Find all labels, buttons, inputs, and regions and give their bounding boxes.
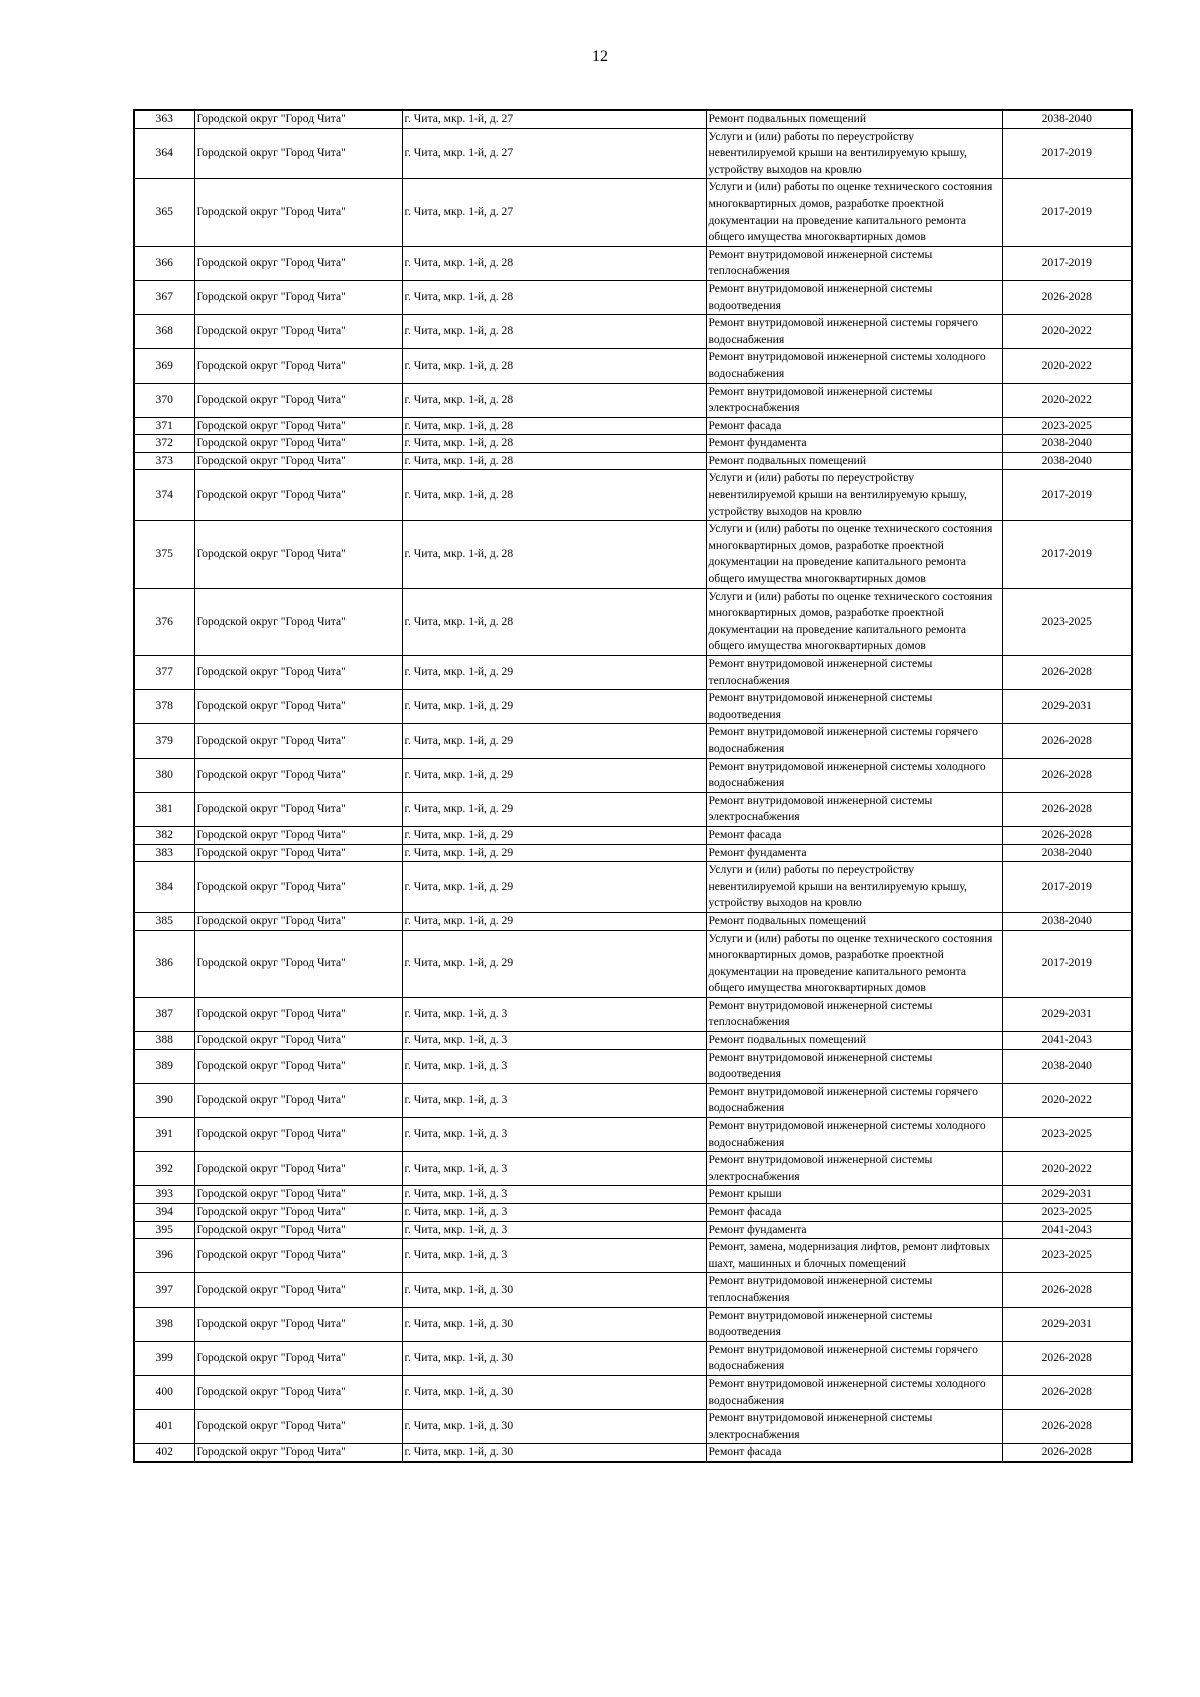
work-type-cell: Ремонт внутридомовой инженерной системы водоотведения — [706, 280, 1002, 314]
address-cell: г. Чита, мкр. 1-й, д. 28 — [402, 452, 706, 470]
address-cell: г. Чита, мкр. 1-й, д. 29 — [402, 912, 706, 930]
work-type-cell: Ремонт внутридомовой инженерной системы теплоснабжения — [706, 997, 1002, 1031]
table-body — [134, 110, 1132, 1462]
work-type-cell: Ремонт внутридомовой инженерной системы горячего водоснабжения — [706, 724, 1002, 758]
work-type-cell: Ремонт фасада — [706, 417, 1002, 435]
address-cell: г. Чита, мкр. 1-й, д. 27 — [402, 110, 706, 128]
municipality-cell: Городской округ "Город Чита" — [194, 452, 402, 470]
period-cell: 2038-2040 — [1002, 452, 1132, 470]
work-type-cell: Услуги и (или) работы по оценке технического состояния многоквартирных домов, разработке проектной документации на проведение капитального ремонта общего имущества многоквартирных домов — [706, 521, 1002, 588]
municipality-cell: Городской округ "Город Чита" — [194, 470, 402, 521]
municipality-cell: Городской округ "Город Чита" — [194, 826, 402, 844]
address-cell: г. Чита, мкр. 1-й, д. 27 — [402, 128, 706, 179]
period-cell: 2020-2022 — [1002, 349, 1132, 383]
row-number-cell: 382 — [134, 826, 194, 844]
municipality-cell: Городской округ "Город Чита" — [194, 1186, 402, 1204]
row-number-cell: 379 — [134, 724, 194, 758]
table-row — [134, 1444, 1132, 1462]
work-type-cell: Ремонт фундамента — [706, 844, 1002, 862]
period-cell: 2017-2019 — [1002, 930, 1132, 997]
address-cell: г. Чита, мкр. 1-й, д. 29 — [402, 930, 706, 997]
table-row — [134, 724, 1132, 758]
address-cell: г. Чита, мкр. 1-й, д. 3 — [402, 1204, 706, 1222]
work-type-cell: Ремонт подвальных помещений — [706, 452, 1002, 470]
address-cell: г. Чита, мкр. 1-й, д. 28 — [402, 246, 706, 280]
work-type-cell: Ремонт подвальных помещений — [706, 110, 1002, 128]
row-number-cell: 377 — [134, 656, 194, 690]
work-type-cell: Ремонт внутридомовой инженерной системы холодного водоснабжения — [706, 1118, 1002, 1152]
table-row — [134, 997, 1132, 1031]
row-number-cell: 363 — [134, 110, 194, 128]
address-cell: г. Чита, мкр. 1-й, д. 29 — [402, 690, 706, 724]
municipality-cell: Городской округ "Город Чита" — [194, 844, 402, 862]
table-row — [134, 246, 1132, 280]
row-number-cell: 384 — [134, 862, 194, 913]
period-cell: 2023-2025 — [1002, 1204, 1132, 1222]
address-cell: г. Чита, мкр. 1-й, д. 27 — [402, 179, 706, 246]
row-number-cell: 402 — [134, 1444, 194, 1462]
address-cell: г. Чита, мкр. 1-й, д. 29 — [402, 758, 706, 792]
row-number-cell: 380 — [134, 758, 194, 792]
table-row — [134, 521, 1132, 588]
period-cell: 2026-2028 — [1002, 826, 1132, 844]
table-row — [134, 1186, 1132, 1204]
table-row — [134, 844, 1132, 862]
row-number-cell: 396 — [134, 1239, 194, 1273]
period-cell: 2038-2040 — [1002, 435, 1132, 453]
row-number-cell: 385 — [134, 912, 194, 930]
municipality-cell: Городской округ "Город Чита" — [194, 521, 402, 588]
table-row — [134, 110, 1132, 128]
address-cell: г. Чита, мкр. 1-й, д. 3 — [402, 1152, 706, 1186]
table-row — [134, 656, 1132, 690]
work-type-cell: Услуги и (или) работы по переустройству невентилируемой крыши на вентилируемую крышу, устройству выходов на кровлю — [706, 862, 1002, 913]
table-row — [134, 1375, 1132, 1409]
work-type-cell: Ремонт внутридомовой инженерной системы горячего водоснабжения — [706, 315, 1002, 349]
municipality-cell: Городской округ "Город Чита" — [194, 792, 402, 826]
work-type-cell: Услуги и (или) работы по оценке технического состояния многоквартирных домов, разработке проектной документации на проведение капитального ремонта общего имущества многоквартирных домов — [706, 930, 1002, 997]
table-row — [134, 452, 1132, 470]
municipality-cell: Городской округ "Город Чита" — [194, 349, 402, 383]
address-cell: г. Чита, мкр. 1-й, д. 3 — [402, 1032, 706, 1050]
work-type-cell: Ремонт внутридомовой инженерной системы теплоснабжения — [706, 246, 1002, 280]
period-cell: 2026-2028 — [1002, 724, 1132, 758]
work-type-cell: Ремонт внутридомовой инженерной системы теплоснабжения — [706, 1273, 1002, 1307]
municipality-cell: Городской округ "Город Чита" — [194, 128, 402, 179]
address-cell: г. Чита, мкр. 1-й, д. 28 — [402, 417, 706, 435]
municipality-cell: Городской округ "Город Чита" — [194, 417, 402, 435]
period-cell: 2041-2043 — [1002, 1221, 1132, 1239]
period-cell: 2038-2040 — [1002, 1049, 1132, 1083]
work-type-cell: Ремонт внутридомовой инженерной системы теплоснабжения — [706, 656, 1002, 690]
period-cell: 2038-2040 — [1002, 912, 1132, 930]
table-row — [134, 1273, 1132, 1307]
work-type-cell: Ремонт подвальных помещений — [706, 1032, 1002, 1050]
period-cell: 2017-2019 — [1002, 521, 1132, 588]
period-cell: 2020-2022 — [1002, 1083, 1132, 1117]
address-cell: г. Чита, мкр. 1-й, д. 28 — [402, 383, 706, 417]
table-row — [134, 435, 1132, 453]
period-cell: 2023-2025 — [1002, 417, 1132, 435]
address-cell: г. Чита, мкр. 1-й, д. 28 — [402, 521, 706, 588]
municipality-cell: Городской округ "Город Чита" — [194, 690, 402, 724]
address-cell: г. Чита, мкр. 1-й, д. 28 — [402, 435, 706, 453]
address-cell: г. Чита, мкр. 1-й, д. 3 — [402, 1083, 706, 1117]
work-type-cell: Ремонт внутридомовой инженерной системы водоотведения — [706, 1307, 1002, 1341]
address-cell: г. Чита, мкр. 1-й, д. 30 — [402, 1273, 706, 1307]
period-cell: 2029-2031 — [1002, 690, 1132, 724]
address-cell: г. Чита, мкр. 1-й, д. 3 — [402, 1186, 706, 1204]
address-cell: г. Чита, мкр. 1-й, д. 28 — [402, 470, 706, 521]
period-cell: 2029-2031 — [1002, 1307, 1132, 1341]
work-type-cell: Ремонт внутридомовой инженерной системы холодного водоснабжения — [706, 349, 1002, 383]
municipality-cell: Городской округ "Город Чита" — [194, 280, 402, 314]
address-cell: г. Чита, мкр. 1-й, д. 28 — [402, 280, 706, 314]
municipality-cell: Городской округ "Город Чита" — [194, 1152, 402, 1186]
work-type-cell: Ремонт, замена, модернизация лифтов, ремонт лифтовых шахт, машинных и блочных помещений — [706, 1239, 1002, 1273]
work-type-cell: Ремонт фасада — [706, 826, 1002, 844]
work-type-cell: Ремонт внутридомовой инженерной системы холодного водоснабжения — [706, 1375, 1002, 1409]
municipality-cell: Городской округ "Город Чита" — [194, 656, 402, 690]
period-cell: 2026-2028 — [1002, 792, 1132, 826]
municipality-cell: Городской округ "Город Чита" — [194, 315, 402, 349]
table-row — [134, 1307, 1132, 1341]
table-row — [134, 862, 1132, 913]
row-number-cell: 381 — [134, 792, 194, 826]
municipality-cell: Городской округ "Город Чита" — [194, 1221, 402, 1239]
table-row — [134, 1049, 1132, 1083]
table-row — [134, 1239, 1132, 1273]
row-number-cell: 390 — [134, 1083, 194, 1117]
row-number-cell: 397 — [134, 1273, 194, 1307]
period-cell: 2026-2028 — [1002, 280, 1132, 314]
period-cell: 2038-2040 — [1002, 844, 1132, 862]
row-number-cell: 391 — [134, 1118, 194, 1152]
municipality-cell: Городской округ "Город Чита" — [194, 758, 402, 792]
period-cell: 2026-2028 — [1002, 656, 1132, 690]
period-cell: 2026-2028 — [1002, 1341, 1132, 1375]
table-row — [134, 470, 1132, 521]
work-type-cell: Ремонт внутридомовой инженерной системы горячего водоснабжения — [706, 1083, 1002, 1117]
address-cell: г. Чита, мкр. 1-й, д. 28 — [402, 315, 706, 349]
row-number-cell: 392 — [134, 1152, 194, 1186]
period-cell: 2026-2028 — [1002, 758, 1132, 792]
row-number-cell: 372 — [134, 435, 194, 453]
period-cell: 2026-2028 — [1002, 1375, 1132, 1409]
row-number-cell: 395 — [134, 1221, 194, 1239]
work-type-cell: Ремонт внутридомовой инженерной системы водоотведения — [706, 1049, 1002, 1083]
period-cell: 2020-2022 — [1002, 1152, 1132, 1186]
address-cell: г. Чита, мкр. 1-й, д. 30 — [402, 1410, 706, 1444]
address-cell: г. Чита, мкр. 1-й, д. 29 — [402, 656, 706, 690]
period-cell: 2023-2025 — [1002, 588, 1132, 655]
municipality-cell: Городской округ "Город Чита" — [194, 110, 402, 128]
page-number: 12 — [592, 48, 608, 65]
table-row — [134, 1341, 1132, 1375]
address-cell: г. Чита, мкр. 1-й, д. 29 — [402, 826, 706, 844]
municipality-cell: Городской округ "Город Чита" — [194, 588, 402, 655]
period-cell: 2017-2019 — [1002, 179, 1132, 246]
row-number-cell: 383 — [134, 844, 194, 862]
work-type-cell: Ремонт внутридомовой инженерной системы электроснабжения — [706, 1152, 1002, 1186]
municipality-cell: Городской округ "Город Чита" — [194, 1032, 402, 1050]
municipality-cell: Городской округ "Город Чита" — [194, 1273, 402, 1307]
row-number-cell: 389 — [134, 1049, 194, 1083]
work-type-cell: Ремонт подвальных помещений — [706, 912, 1002, 930]
table-row — [134, 588, 1132, 655]
row-number-cell: 367 — [134, 280, 194, 314]
row-number-cell: 369 — [134, 349, 194, 383]
row-number-cell: 371 — [134, 417, 194, 435]
row-number-cell: 378 — [134, 690, 194, 724]
row-number-cell: 387 — [134, 997, 194, 1031]
table-row — [134, 690, 1132, 724]
row-number-cell: 398 — [134, 1307, 194, 1341]
row-number-cell: 364 — [134, 128, 194, 179]
table-row — [134, 1152, 1132, 1186]
table-row — [134, 792, 1132, 826]
row-number-cell: 401 — [134, 1410, 194, 1444]
work-type-cell: Ремонт фундамента — [706, 1221, 1002, 1239]
row-number-cell: 393 — [134, 1186, 194, 1204]
work-type-cell: Услуги и (или) работы по оценке технического состояния многоквартирных домов, разработке проектной документации на проведение капитального ремонта общего имущества многоквартирных домов — [706, 179, 1002, 246]
table-row — [134, 280, 1132, 314]
work-type-cell: Ремонт фундамента — [706, 435, 1002, 453]
work-type-cell: Ремонт внутридомовой инженерной системы электроснабжения — [706, 383, 1002, 417]
address-cell: г. Чита, мкр. 1-й, д. 29 — [402, 844, 706, 862]
row-number-cell: 400 — [134, 1375, 194, 1409]
address-cell: г. Чита, мкр. 1-й, д. 3 — [402, 997, 706, 1031]
work-type-cell: Услуги и (или) работы по переустройству невентилируемой крыши на вентилируемую крышу, устройству выходов на кровлю — [706, 470, 1002, 521]
table-row — [134, 1083, 1132, 1117]
address-cell: г. Чита, мкр. 1-й, д. 3 — [402, 1239, 706, 1273]
address-cell: г. Чита, мкр. 1-й, д. 28 — [402, 349, 706, 383]
period-cell: 2026-2028 — [1002, 1410, 1132, 1444]
row-number-cell: 373 — [134, 452, 194, 470]
period-cell: 2026-2028 — [1002, 1444, 1132, 1462]
municipality-cell: Городской округ "Город Чита" — [194, 383, 402, 417]
municipality-cell: Городской округ "Город Чита" — [194, 997, 402, 1031]
period-cell: 2023-2025 — [1002, 1118, 1132, 1152]
work-type-cell: Ремонт внутридомовой инженерной системы горячего водоснабжения — [706, 1341, 1002, 1375]
row-number-cell: 375 — [134, 521, 194, 588]
table-row — [134, 179, 1132, 246]
capital-repair-table — [133, 109, 1133, 1463]
municipality-cell: Городской округ "Город Чита" — [194, 1049, 402, 1083]
row-number-cell: 394 — [134, 1204, 194, 1222]
address-cell: г. Чита, мкр. 1-й, д. 3 — [402, 1221, 706, 1239]
table-row — [134, 930, 1132, 997]
municipality-cell: Городской округ "Город Чита" — [194, 724, 402, 758]
municipality-cell: Городской округ "Город Чита" — [194, 1375, 402, 1409]
period-cell: 2017-2019 — [1002, 246, 1132, 280]
period-cell: 2029-2031 — [1002, 1186, 1132, 1204]
municipality-cell: Городской округ "Город Чита" — [194, 1118, 402, 1152]
table-row — [134, 349, 1132, 383]
address-cell: г. Чита, мкр. 1-й, д. 28 — [402, 588, 706, 655]
table-row — [134, 1221, 1132, 1239]
work-type-cell: Ремонт фасада — [706, 1204, 1002, 1222]
municipality-cell: Городской округ "Город Чита" — [194, 912, 402, 930]
address-cell: г. Чита, мкр. 1-й, д. 3 — [402, 1118, 706, 1152]
address-cell: г. Чита, мкр. 1-й, д. 30 — [402, 1307, 706, 1341]
address-cell: г. Чита, мкр. 1-й, д. 30 — [402, 1375, 706, 1409]
address-cell: г. Чита, мкр. 1-й, д. 30 — [402, 1341, 706, 1375]
municipality-cell: Городской округ "Город Чита" — [194, 862, 402, 913]
row-number-cell: 388 — [134, 1032, 194, 1050]
period-cell: 2038-2040 — [1002, 110, 1132, 128]
work-type-cell: Ремонт внутридомовой инженерной системы холодного водоснабжения — [706, 758, 1002, 792]
work-type-cell: Ремонт внутридомовой инженерной системы электроснабжения — [706, 1410, 1002, 1444]
municipality-cell: Городской округ "Город Чита" — [194, 435, 402, 453]
row-number-cell: 399 — [134, 1341, 194, 1375]
municipality-cell: Городской округ "Город Чита" — [194, 1341, 402, 1375]
row-number-cell: 365 — [134, 179, 194, 246]
municipality-cell: Городской округ "Город Чита" — [194, 1444, 402, 1462]
period-cell: 2020-2022 — [1002, 383, 1132, 417]
work-type-cell: Услуги и (или) работы по оценке технического состояния многоквартирных домов, разработке проектной документации на проведение капитального ремонта общего имущества многоквартирных домов — [706, 588, 1002, 655]
table-row — [134, 1410, 1132, 1444]
period-cell: 2020-2022 — [1002, 315, 1132, 349]
row-number-cell: 370 — [134, 383, 194, 417]
address-cell: г. Чита, мкр. 1-й, д. 29 — [402, 724, 706, 758]
table-row — [134, 417, 1132, 435]
table-row — [134, 1118, 1132, 1152]
work-type-cell: Ремонт внутридомовой инженерной системы электроснабжения — [706, 792, 1002, 826]
period-cell: 2026-2028 — [1002, 1273, 1132, 1307]
municipality-cell: Городской округ "Город Чита" — [194, 1239, 402, 1273]
work-type-cell: Услуги и (или) работы по переустройству невентилируемой крыши на вентилируемую крышу, устройству выходов на кровлю — [706, 128, 1002, 179]
table-row — [134, 128, 1132, 179]
period-cell: 2029-2031 — [1002, 997, 1132, 1031]
address-cell: г. Чита, мкр. 1-й, д. 30 — [402, 1444, 706, 1462]
address-cell: г. Чита, мкр. 1-й, д. 29 — [402, 792, 706, 826]
period-cell: 2041-2043 — [1002, 1032, 1132, 1050]
table-row — [134, 315, 1132, 349]
municipality-cell: Городской округ "Город Чита" — [194, 1410, 402, 1444]
address-cell: г. Чита, мкр. 1-й, д. 3 — [402, 1049, 706, 1083]
period-cell: 2017-2019 — [1002, 470, 1132, 521]
row-number-cell: 376 — [134, 588, 194, 655]
row-number-cell: 386 — [134, 930, 194, 997]
table-row — [134, 1204, 1132, 1222]
period-cell: 2017-2019 — [1002, 862, 1132, 913]
period-cell: 2017-2019 — [1002, 128, 1132, 179]
table-row — [134, 826, 1132, 844]
municipality-cell: Городской округ "Город Чита" — [194, 930, 402, 997]
row-number-cell: 368 — [134, 315, 194, 349]
table-row — [134, 1032, 1132, 1050]
work-type-cell: Ремонт крыши — [706, 1186, 1002, 1204]
period-cell: 2023-2025 — [1002, 1239, 1132, 1273]
row-number-cell: 366 — [134, 246, 194, 280]
table-row — [134, 912, 1132, 930]
municipality-cell: Городской округ "Город Чита" — [194, 1204, 402, 1222]
municipality-cell: Городской округ "Город Чита" — [194, 1307, 402, 1341]
work-type-cell: Ремонт внутридомовой инженерной системы водоотведения — [706, 690, 1002, 724]
municipality-cell: Городской округ "Город Чита" — [194, 1083, 402, 1117]
table-row — [134, 383, 1132, 417]
row-number-cell: 374 — [134, 470, 194, 521]
address-cell: г. Чита, мкр. 1-й, д. 29 — [402, 862, 706, 913]
table-row — [134, 758, 1132, 792]
municipality-cell: Городской округ "Город Чита" — [194, 179, 402, 246]
work-type-cell: Ремонт фасада — [706, 1444, 1002, 1462]
municipality-cell: Городской округ "Город Чита" — [194, 246, 402, 280]
